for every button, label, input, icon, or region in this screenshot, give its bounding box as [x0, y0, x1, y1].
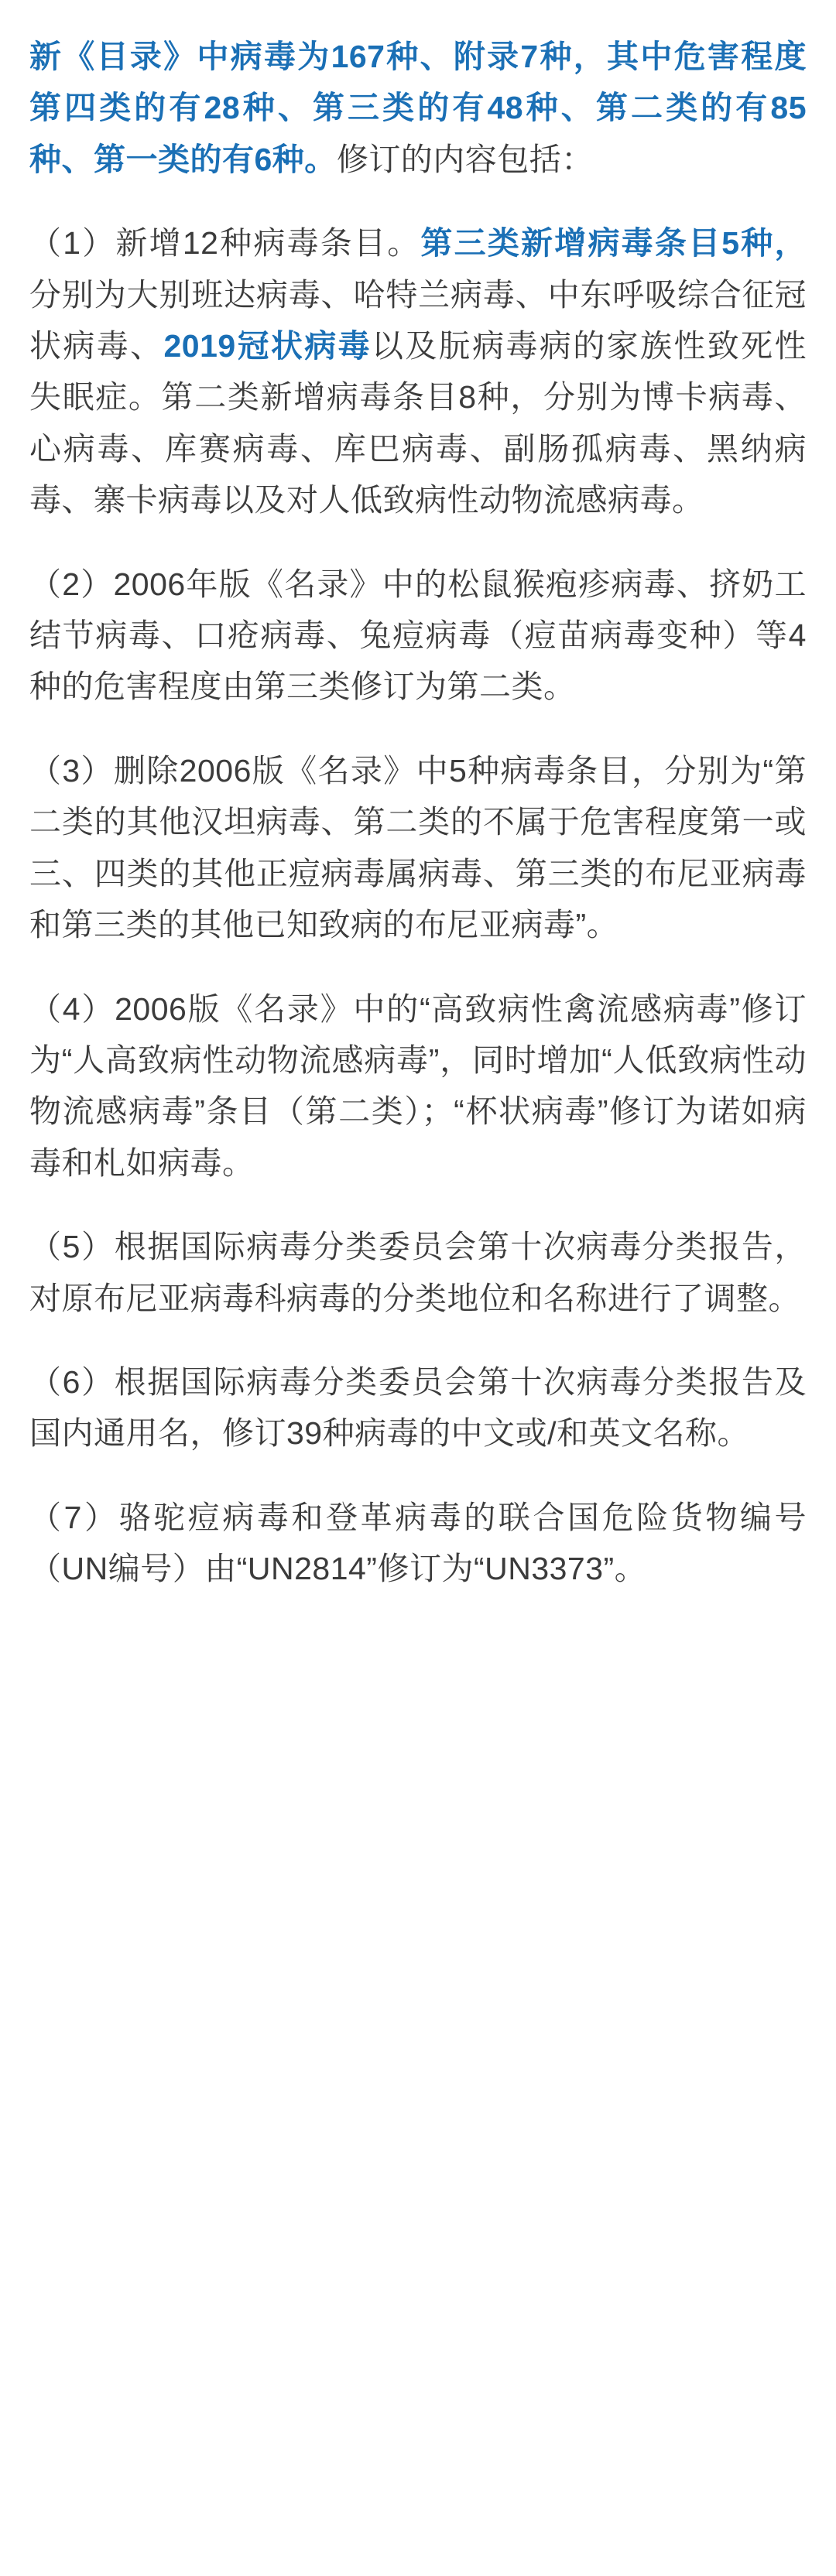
- paragraph-list: [29, 31, 807, 1595]
- paragraph-item-3: [29, 745, 807, 951]
- text-segment: （3）删除2006版《名录》中5种病毒条目，分别为“第二类的其他汉坦病毒、第二类的不属于危害程度第一或三、四类的其他正痘病毒属病毒、第三类的布尼亚病毒和第三类的其他已知致病的布尼亚病毒”。: [29, 752, 807, 943]
- paragraph-item-7: [29, 1492, 807, 1595]
- text-segment: 2019冠状病毒: [163, 328, 372, 364]
- text-segment: 以及朊病毒病的家族性致死性失眠症。第二类新增病毒条目8种，分别为博卡病毒、心病毒、库赛病毒、库巴病毒、副肠孤病毒、黑纳病毒、寨卡病毒以及对人低致病性动物流感病毒。: [29, 328, 807, 518]
- text-segment: 修订的内容包括：: [336, 141, 594, 177]
- text-segment: （1）新增12种病毒条目。: [29, 225, 421, 262]
- text-segment: 第三类新增病毒条目5种，: [420, 225, 807, 262]
- paragraph-intro: [29, 31, 807, 185]
- text-segment: 分别为大别班达病毒、哈特兰病毒、中东呼吸综合征冠状病毒、: [29, 276, 807, 364]
- text-segment: （2）2006年版《名录》中的松鼠猴疱疹病毒、挤奶工结节病毒、口疮病毒、兔痘病毒（痘苗病毒变种）等4种的危害程度由第三类修订为第二类。: [29, 566, 807, 705]
- paragraph-item-2: [29, 559, 807, 713]
- text-segment: （4）2006版《名录》中的“高致病性禽流感病毒”修订为“人高致病性动物流感病毒”，同时增加“人低致病性动物流感病毒”条目（第二类）；“杯状病毒”修订为诺如病毒和札如病毒。: [29, 990, 807, 1181]
- paragraph-item-4: [29, 984, 807, 1189]
- paragraph-item-6: [29, 1356, 807, 1459]
- text-segment: （6）根据国际病毒分类委员会第十次病毒分类报告及国内通用名，修订39种病毒的中文或/和英文名称。: [29, 1363, 807, 1452]
- paragraph-item-5: [29, 1221, 807, 1324]
- text-segment: （5）根据国际病毒分类委员会第十次病毒分类报告，对原布尼亚病毒科病毒的分类地位和名称进行了调整。: [29, 1229, 807, 1316]
- text-segment: （7）骆驼痘病毒和登革病毒的联合国危险货物编号（UN编号）由“UN2814”修订为“UN3373”。: [29, 1499, 807, 1587]
- text-segment: 新《目录》中病毒为167种、附录7种，其中危害程度第四类的有28种、第三类的有48种、第二类的有85种、第一类的有6种。: [29, 39, 807, 177]
- paragraph-item-1: [29, 217, 807, 525]
